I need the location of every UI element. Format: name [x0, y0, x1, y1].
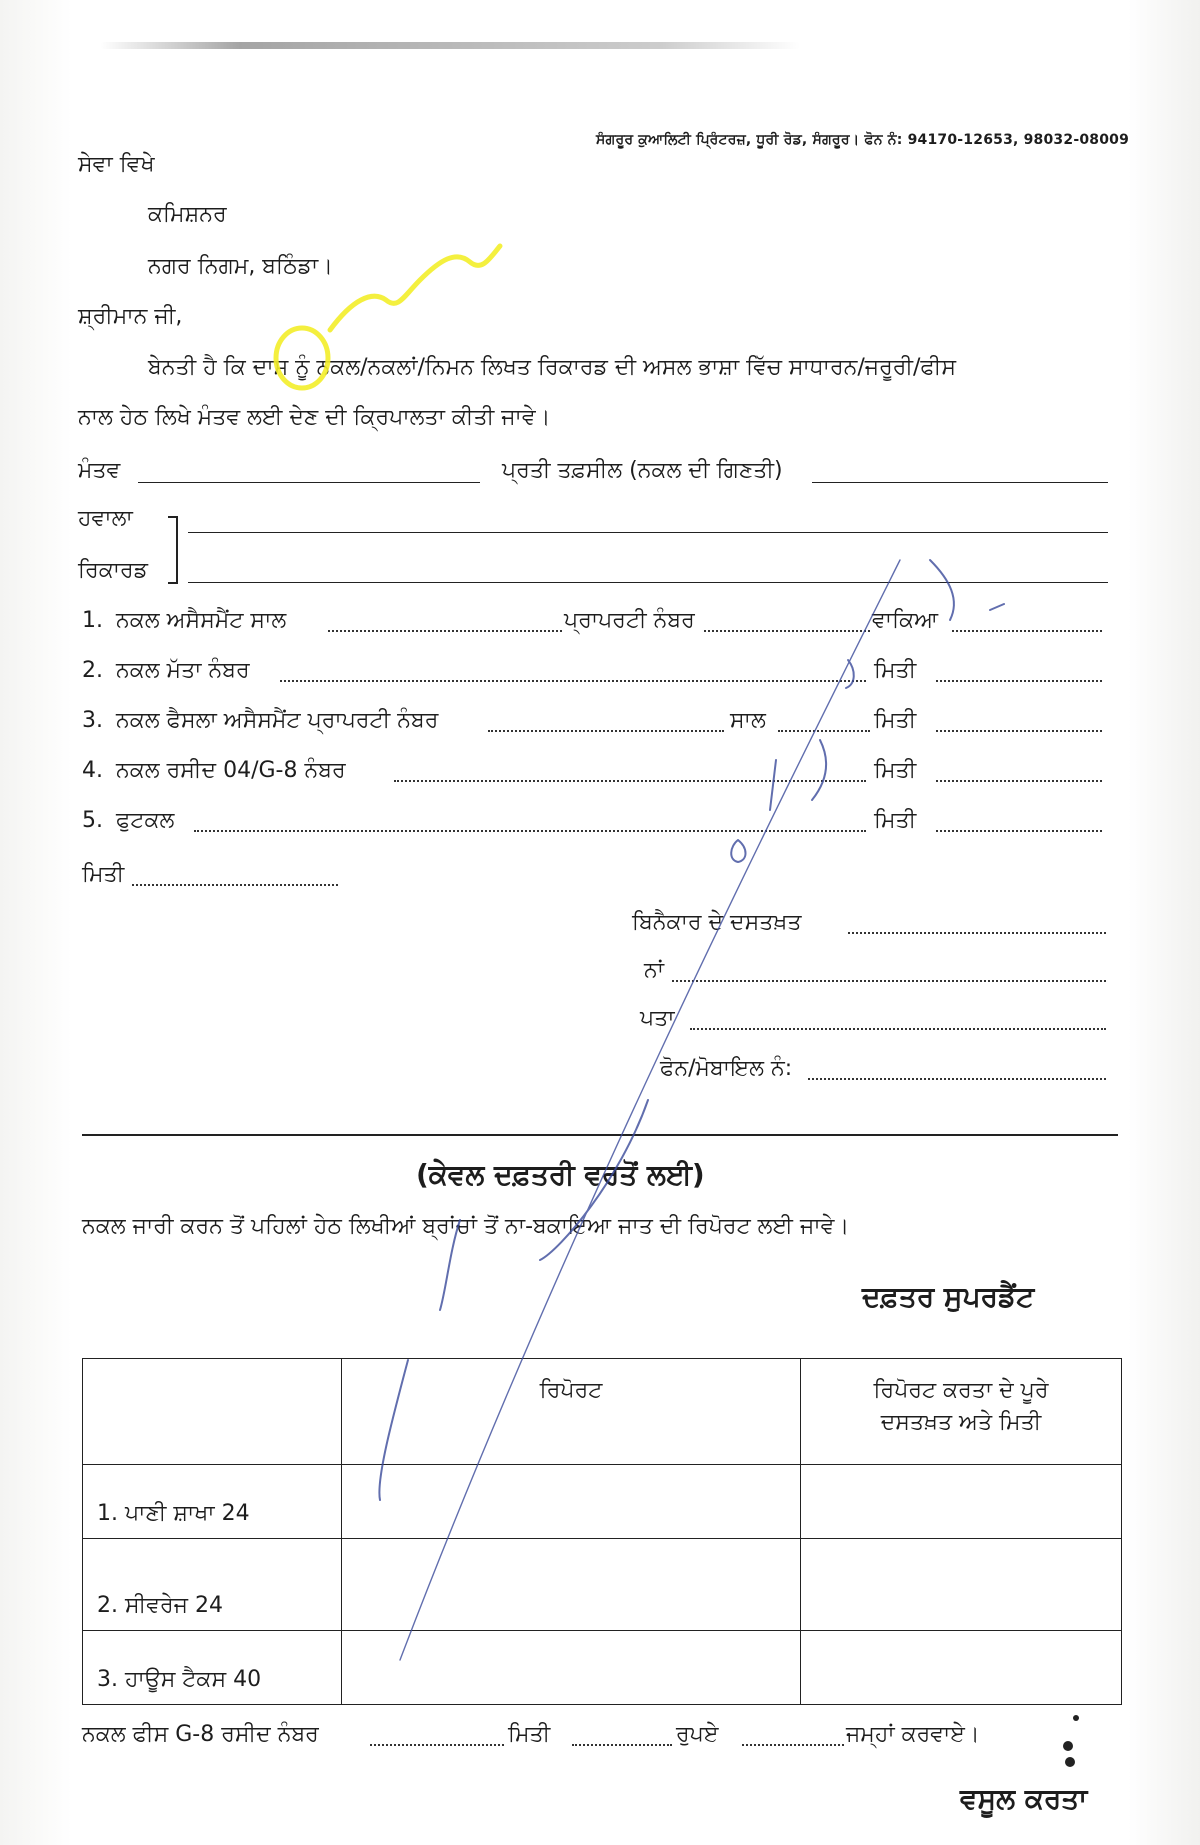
applicant-address-field[interactable]: [690, 1028, 1106, 1030]
item-label: ਫੁਟਕਲ: [116, 808, 175, 833]
item-number: 2.: [82, 658, 103, 683]
water-report-cell[interactable]: [342, 1465, 801, 1539]
item-label: ਨਕਲ ਰਸੀਦ 04/G-8 ਨੰਬਰ: [116, 758, 346, 783]
fee-receipt-number-field[interactable]: [370, 1744, 504, 1746]
recipient-title: ਕਮਿਸ਼ਨਰ: [148, 202, 227, 227]
table-header-row: [83, 1359, 1122, 1465]
water-signature-cell[interactable]: [801, 1465, 1122, 1539]
superintendent-label: ਦਫ਼ਤਰ ਸੁਪਰਡੈਂਟ: [862, 1280, 1035, 1313]
margin-dots: [1063, 1715, 1079, 1767]
item-end-label: ਮਿਤੀ: [874, 808, 917, 833]
fee-amount-field[interactable]: [742, 1744, 844, 1746]
salutation-to: ਸੇਵਾ ਵਿਖੇ: [78, 152, 155, 177]
collector-label: ਵਸੂਲ ਕਰਤਾ: [960, 1782, 1088, 1815]
col-report-label: ਰਿਪੋਰਟ: [539, 1378, 603, 1403]
house-tax-report-cell[interactable]: [342, 1631, 801, 1705]
item-end-label: ਮਿਤੀ: [874, 708, 917, 733]
date-label: ਮਿਤੀ: [82, 862, 125, 887]
applicant-phone-field[interactable]: [808, 1078, 1106, 1080]
pen-stroke: [731, 840, 745, 862]
pen-stroke: [812, 740, 826, 800]
purpose-field[interactable]: [138, 482, 480, 483]
sewerage-signature-cell[interactable]: [801, 1539, 1122, 1631]
row-label-water: 1. ਪਾਣੀ ਸ਼ਾਖਾ 24: [83, 1465, 342, 1539]
item-label: ਨਕਲ ਫੈਸਲਾ ਅਸੈਸਮੈਂਟ ਪ੍ਰਾਪਰਟੀ ਨੰਬਰ: [116, 708, 439, 733]
item-label: ਨਕਲ ਅਸੈਸਮੈਂਟ ਸਾਲ: [116, 608, 287, 633]
section-divider: [82, 1134, 1118, 1136]
highlighter-scribble: [330, 246, 500, 330]
locality-field[interactable]: [952, 630, 1102, 632]
copy-detail-field[interactable]: [812, 482, 1108, 483]
table-row: [83, 1539, 1122, 1631]
decision-year-field[interactable]: [778, 730, 870, 732]
resolution-date-field[interactable]: [936, 680, 1102, 682]
resolution-number-field[interactable]: [280, 680, 866, 682]
applicant-signature-field[interactable]: [848, 932, 1106, 934]
request-text-line1: ਬੇਨਤੀ ਹੈ ਕਿ ਦਾਸ ਨੂੰ ਨਕਲ/ਨਕਲਾਂ/ਨਿਮਨ ਲਿਖਤ ਰਿਕਾਰਡ ਦੀ ਅਸਲ ਭਾਸ਼ਾ ਵਿੱਚ ਸਾਧਾਰਨ/ਜਰੂਰੀ/ਫੀਸ: [148, 355, 957, 380]
scan-artifact: [100, 42, 800, 49]
misc-field[interactable]: [194, 830, 866, 832]
fee-receipt-label: ਨਕਲ ਫੀਸ G-8 ਰਸੀਦ ਨੰਬਰ: [82, 1722, 319, 1747]
greeting: ਸ਼੍ਰੀਮਾਨ ਜੀ,: [78, 304, 183, 329]
decision-property-number-field[interactable]: [488, 730, 724, 732]
table-row: [83, 1465, 1122, 1539]
item-end-label: ਵਾਕਿਆ: [872, 608, 939, 633]
office-use-heading: (ਕੇਵਲ ਦਫ਼ਤਰੀ ਵਰਤੋਂ ਲਈ): [416, 1158, 705, 1191]
row-label-house-tax: 3. ਹਾਊਸ ਟੈਕਸ 40: [83, 1631, 342, 1705]
item-number: 1.: [82, 608, 103, 633]
fee-date-field[interactable]: [572, 1744, 672, 1746]
row-label-sewerage: 2. ਸੀਵਰੇਜ 24: [83, 1539, 342, 1631]
purpose-label: ਮੰਤਵ: [78, 458, 121, 483]
reference-bracket: [168, 516, 178, 584]
applicant-name-field[interactable]: [672, 980, 1106, 982]
item-mid-label: ਪ੍ਰਾਪਰਟੀ ਨੰਬਰ: [564, 608, 695, 633]
property-number-field[interactable]: [704, 630, 870, 632]
branch-report-table: [82, 1358, 1122, 1705]
receipt-number-field[interactable]: [394, 780, 866, 782]
copy-detail-label: ਪ੍ਰਤੀ ਤਫ਼ਸੀਲ (ਨਕਲ ਦੀ ਗਿਣਤੀ): [502, 458, 783, 483]
reference-label: ਹਵਾਲਾ: [78, 506, 133, 531]
office-use-instruction: ਨਕਲ ਜਾਰੀ ਕਰਨ ਤੋਂ ਪਹਿਲਾਂ ਹੇਠ ਲਿਖੀਆਂ ਬ੍ਰਾਂਚਾਂ ਤੋਂ ਨਾ-ਬਕਾਇਆ ਜਾਤ ਦੀ ਰਿਪੋਰਟ ਲਈ ਜਾਵੇ।: [82, 1214, 850, 1239]
table-row: [83, 1631, 1122, 1705]
misc-date-field[interactable]: [936, 830, 1102, 832]
applicant-phone-label: ਫੋਨ/ਮੋਬਾਇਲ ਨੰ:: [660, 1056, 793, 1081]
fee-rupees-label: ਰੁਪਏ: [676, 1722, 719, 1747]
applicant-name-label: ਨਾਂ: [644, 958, 664, 983]
col-signature-line1: ਰਿਪੋਰਟ ਕਰਤਾ ਦੇ ਪੂਰੇ: [873, 1378, 1049, 1403]
printer-credit: ਸੰਗਰੂਰ ਕੁਆਲਿਟੀ ਪ੍ਰਿੰਟਰਜ਼, ਧੂਰੀ ਰੋਡ, ਸੰਗਰੂਰ। ਫੋਨ ਨੰ: 94170-12653, 98032-08009: [596, 132, 1130, 148]
item-number: 5.: [82, 808, 103, 833]
item-mid-label: ਸਾਲ: [730, 708, 766, 733]
recipient-office: ਨਗਰ ਨਿਗਮ, ਬਠਿੰਡਾ।: [148, 254, 333, 279]
sewerage-report-cell[interactable]: [342, 1539, 801, 1631]
item-end-label: ਮਿਤੀ: [874, 758, 917, 783]
reference-field[interactable]: [188, 532, 1108, 533]
record-label: ਰਿਕਾਰਡ: [78, 558, 148, 583]
decision-date-field[interactable]: [936, 730, 1102, 732]
pen-stroke: [846, 660, 854, 688]
item-number: 3.: [82, 708, 103, 733]
applicant-address-label: ਪਤਾ: [640, 1006, 675, 1031]
application-date-field[interactable]: [132, 884, 338, 886]
item-end-label: ਮਿਤੀ: [874, 658, 917, 683]
fee-date-label: ਮਿਤੀ: [508, 1722, 551, 1747]
item-label: ਨਕਲ ਮੱਤਾ ਨੰਬਰ: [116, 658, 250, 683]
applicant-signature-label: ਬਿਨੈਕਾਰ ਦੇ ਦਸਤਖ਼ਤ: [632, 910, 802, 935]
pen-stroke: [770, 760, 776, 810]
house-tax-signature-cell[interactable]: [801, 1631, 1122, 1705]
record-field[interactable]: [188, 582, 1108, 583]
fee-deposit-label: ਜਮ੍ਹਾਂ ਕਰਵਾਏ।: [846, 1722, 980, 1747]
col-signature-line2: ਦਸਤਖ਼ਤ ਅਤੇ ਮਿਤੀ: [880, 1410, 1042, 1435]
table-header-report: [342, 1359, 801, 1465]
item-number: 4.: [82, 758, 103, 783]
table-header-blank: [83, 1359, 342, 1465]
receipt-date-field[interactable]: [936, 780, 1102, 782]
request-text-line2: ਨਾਲ ਹੇਠ ਲਿਖੇ ਮੰਤਵ ਲਈ ਦੇਣ ਦੀ ਕ੍ਰਿਪਾਲਤਾ ਕੀਤੀ ਜਾਵੇ।: [78, 405, 551, 430]
pen-stroke: [990, 604, 1004, 610]
table-header-signature: [801, 1359, 1122, 1465]
assessment-year-field[interactable]: [328, 630, 562, 632]
